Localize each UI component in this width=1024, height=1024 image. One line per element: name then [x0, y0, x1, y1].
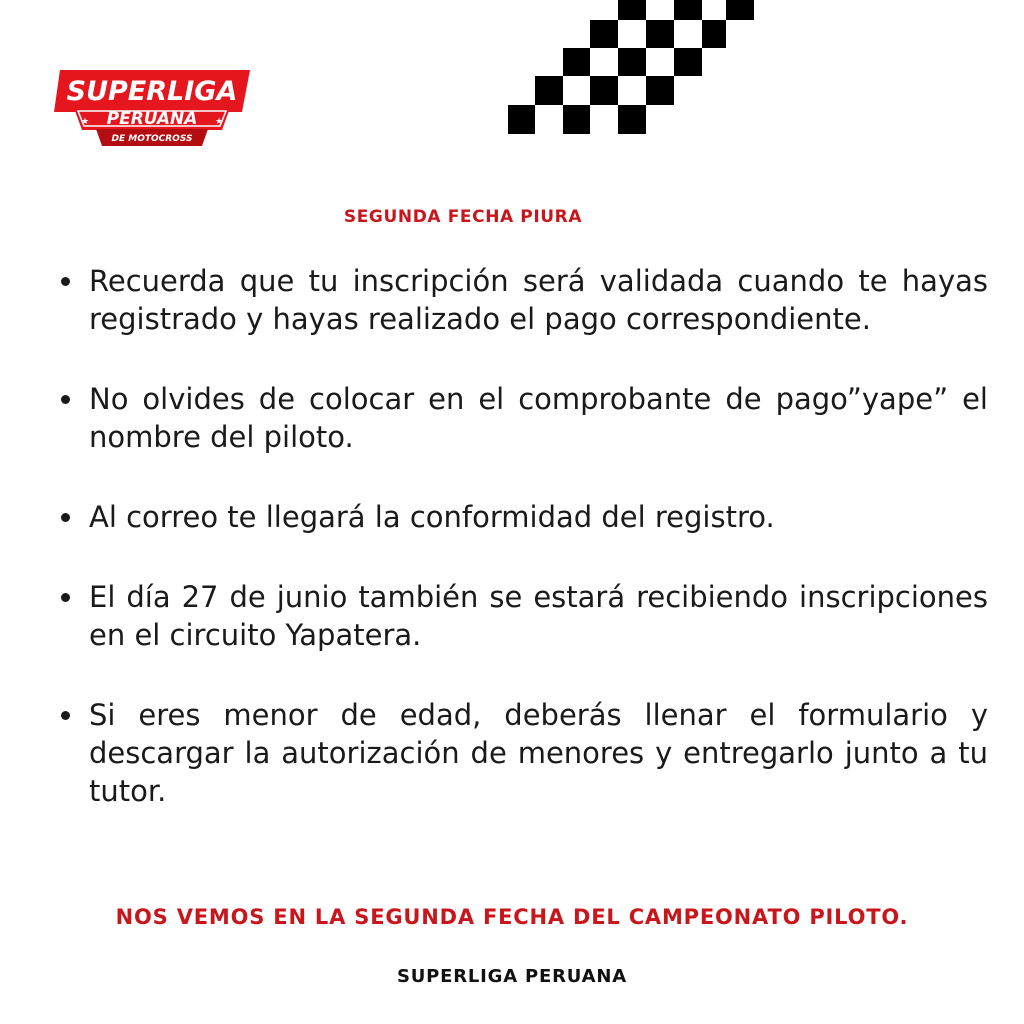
logo-star-right-icon: ★: [215, 117, 224, 127]
footer-signature: SUPERLIGA PERUANA: [396, 966, 627, 987]
bullet-dot-icon: [61, 277, 70, 286]
logo-line2: PERUANA: [106, 109, 198, 129]
bullet-text: Recuerda que tu inscripción será validada cuando te hayas registrado y hayas realizado el pago correspondiente.: [89, 264, 988, 336]
closing-message: NOS VEMOS EN LA SEGUNDA FECHA DEL CAMPEONATO PILOTO.: [115, 905, 909, 929]
logo-star-left-icon: ★: [81, 117, 90, 127]
bullet-item: [58, 578, 988, 654]
logo-line3: DE MOTOCROSS: [111, 134, 193, 144]
bullet-text: Al correo te llegará la conformidad del registro.: [89, 500, 775, 534]
bullet-dot-icon: [61, 395, 70, 404]
superliga-logo: [52, 66, 252, 148]
bullet-dot-icon: [61, 711, 70, 720]
bullet-item: [58, 380, 988, 456]
bullet-text: Si eres menor de edad, deberás llenar el formulario y descargar la autorización de menores y entregarlo junto a tu tutor.: [89, 698, 988, 808]
bullet-item: [58, 498, 988, 536]
bullet-dot-icon: [61, 513, 70, 522]
bullet-dot-icon: [61, 593, 70, 602]
bullet-item: [58, 696, 988, 810]
checkered-flag-icon: [508, 0, 754, 134]
bullet-item: [58, 262, 988, 338]
bullet-text: El día 27 de junio también se estará recibiendo inscripciones en el circuito Yapatera.: [89, 580, 988, 652]
logo-line1: SUPERLIGA: [66, 76, 238, 107]
event-subtitle: SEGUNDA FECHA PIURA: [343, 207, 583, 227]
info-bullet-list: [58, 262, 988, 852]
bullet-text: No olvides de colocar en el comprobante de pago”yape” el nombre del piloto.: [89, 382, 988, 454]
